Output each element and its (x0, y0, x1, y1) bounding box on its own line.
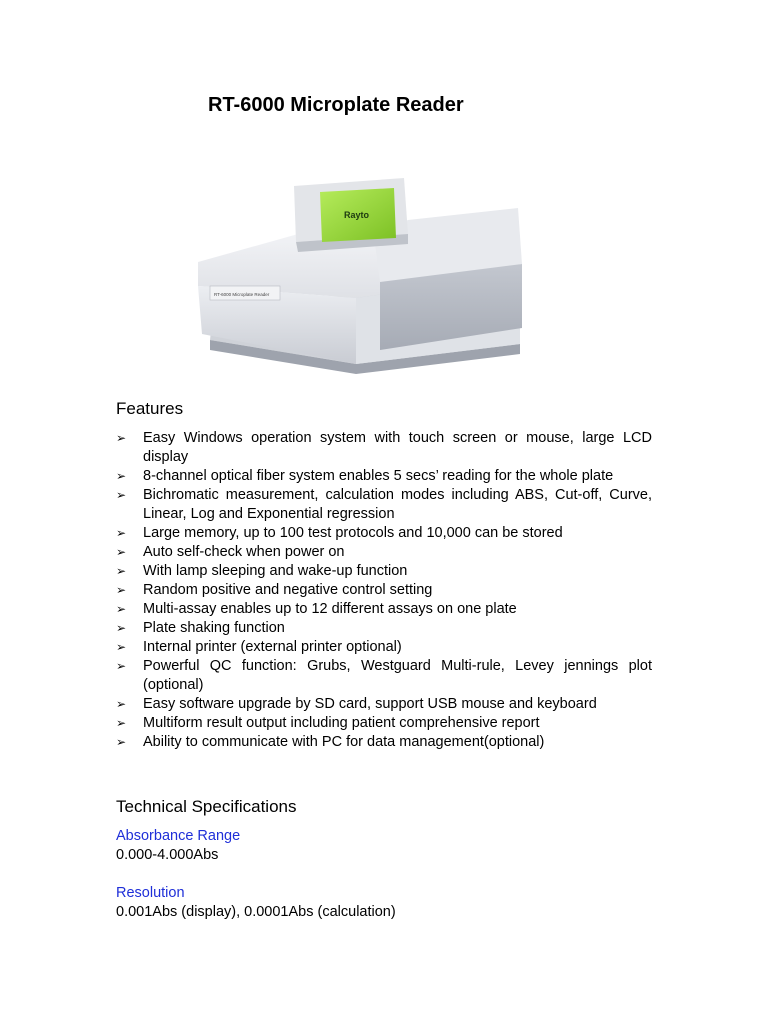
feature-text: Plate shaking function (143, 620, 285, 636)
arrow-bullet-icon: ➢ (116, 583, 127, 597)
list-item (116, 638, 652, 657)
arrow-bullet-icon: ➢ (116, 602, 127, 616)
feature-text: Ability to communicate with PC for data management(optional) (143, 734, 545, 750)
arrow-bullet-icon: ➢ (116, 564, 127, 578)
list-item (116, 429, 652, 467)
features-heading: Features (116, 399, 184, 418)
feature-text: Easy software upgrade by SD card, support USB mouse and keyboard (143, 696, 597, 712)
list-item (116, 581, 652, 600)
list-item (116, 600, 652, 619)
feature-text: Large memory, up to 100 test protocols and 10,000 can be stored (143, 525, 563, 541)
arrow-bullet-icon: ➢ (116, 659, 127, 673)
list-item (116, 562, 652, 581)
spec-value-absorbance-range: 0.000-4.000Abs (116, 847, 219, 863)
feature-text: Internal printer (external printer optional) (143, 639, 402, 655)
list-item (116, 714, 652, 733)
feature-text: Auto self-check when power on (143, 544, 345, 560)
page-title: RT-6000 Microplate Reader (208, 94, 464, 116)
arrow-bullet-icon: ➢ (116, 469, 127, 483)
spec-value-resolution: 0.001Abs (display), 0.0001Abs (calculation) (116, 904, 396, 920)
feature-text: Multiform result output including patient comprehensive report (143, 715, 540, 731)
arrow-bullet-icon: ➢ (116, 488, 127, 502)
arrow-bullet-icon: ➢ (116, 697, 127, 711)
arrow-bullet-icon: ➢ (116, 640, 127, 654)
feature-text: Easy Windows operation system with touch screen or mouse, large LCD display (143, 430, 652, 465)
list-item (116, 486, 652, 524)
arrow-bullet-icon: ➢ (116, 431, 127, 445)
microplate-reader-photo (184, 168, 524, 382)
arrow-bullet-icon: ➢ (116, 545, 127, 559)
feature-text: Random positive and negative control setting (143, 582, 433, 598)
feature-text: Bichromatic measurement, calculation modes including ABS, Cut-off, Curve, Linear, Log and Exponential regression (143, 487, 652, 522)
list-item (116, 524, 652, 543)
arrow-bullet-icon: ➢ (116, 716, 127, 730)
arrow-bullet-icon: ➢ (116, 621, 127, 635)
feature-text: Multi-assay enables up to 12 different assays on one plate (143, 601, 517, 617)
arrow-bullet-icon: ➢ (116, 526, 127, 540)
technical-specifications-heading: Technical Specifications (116, 797, 297, 816)
list-item (116, 619, 652, 638)
feature-text: Powerful QC function: Grubs, Westguard Multi-rule, Levey jennings plot (optional) (143, 658, 652, 693)
list-item (116, 657, 652, 695)
feature-text: 8-channel optical fiber system enables 5 secs’ reading for the whole plate (143, 468, 614, 484)
spec-label-absorbance-range: Absorbance Range (116, 828, 241, 844)
feature-list (116, 429, 652, 752)
list-item (116, 733, 652, 752)
arrow-bullet-icon: ➢ (116, 735, 127, 749)
list-item (116, 543, 652, 562)
list-item (116, 467, 652, 486)
front-label-text: RT-6000 Microplate Reader (214, 292, 270, 297)
feature-text: With lamp sleeping and wake-up function (143, 563, 408, 579)
screen-logo-text: Rayto (344, 210, 370, 220)
spec-label-resolution: Resolution (116, 885, 185, 901)
list-item (116, 695, 652, 714)
